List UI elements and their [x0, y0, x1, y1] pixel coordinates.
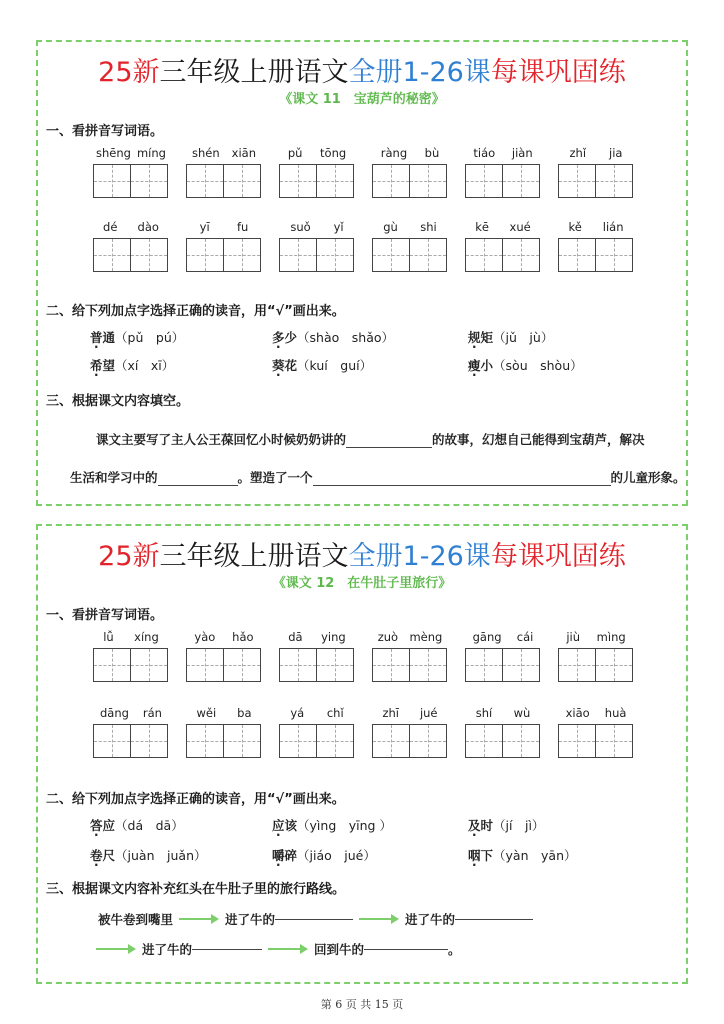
pinyin-label	[558, 220, 634, 238]
tianzige-box[interactable]	[409, 238, 447, 272]
pinyin-syllable: bù	[424, 146, 440, 160]
tianzige-box[interactable]	[223, 238, 261, 272]
pinyin-word	[558, 146, 634, 198]
pinyin-syllable: shi	[420, 220, 437, 234]
page-title: 25新三年级上册语文全册1-26课每课巩固练	[98, 57, 626, 88]
pinyin-syllable: zhī	[382, 706, 399, 720]
character: 尺	[102, 848, 116, 863]
pinyin-syllable: ying	[321, 630, 346, 644]
reading-choice-item	[468, 356, 583, 374]
pinyin-label	[279, 630, 355, 648]
right-arrow-icon	[268, 943, 308, 955]
dotted-character: 普	[90, 330, 103, 345]
pinyin-word	[93, 220, 169, 272]
pinyin-word	[93, 146, 169, 198]
pinyin-syllable: chǐ	[326, 706, 344, 720]
tianzige-box[interactable]	[223, 724, 261, 758]
reading-choice-item	[90, 328, 184, 346]
dotted-character: 应	[272, 818, 285, 833]
pinyin-label	[279, 220, 355, 238]
writing-boxes	[93, 164, 169, 198]
dotted-character: 规	[468, 330, 481, 345]
pinyin-syllable: pǔ	[287, 146, 303, 160]
tianzige-box[interactable]	[372, 238, 410, 272]
lesson-card-12	[36, 524, 688, 984]
tianzige-box[interactable]	[465, 238, 503, 272]
pinyin-word	[279, 630, 355, 682]
pinyin-word	[465, 220, 541, 272]
pinyin-syllable: gāng	[472, 630, 502, 644]
pinyin-label	[465, 146, 541, 164]
pinyin-syllable: yá	[290, 706, 305, 720]
pinyin-label	[93, 706, 169, 724]
tianzige-box[interactable]	[558, 164, 596, 198]
tianzige-box[interactable]	[186, 164, 224, 198]
pinyin-label	[186, 146, 262, 164]
pinyin-syllable: xiāo	[565, 706, 590, 720]
pinyin-label	[372, 630, 448, 648]
writing-boxes	[93, 648, 169, 682]
dotted-character: 咽	[468, 848, 481, 863]
tianzige-box[interactable]	[465, 724, 503, 758]
dotted-character: 及	[468, 818, 481, 833]
tianzige-box[interactable]	[502, 164, 540, 198]
tianzige-box[interactable]	[372, 724, 410, 758]
reading-choice-item	[272, 846, 376, 864]
page-footer: 第 6 页 共 15 页	[320, 998, 404, 1011]
tianzige-box[interactable]	[93, 238, 131, 272]
writing-boxes	[279, 724, 355, 758]
pinyin-syllable: jiù	[566, 630, 581, 644]
character: 下	[480, 848, 494, 863]
tianzige-box[interactable]	[130, 238, 168, 272]
tianzige-box[interactable]	[93, 648, 131, 682]
writing-boxes	[372, 164, 448, 198]
pinyin-label	[279, 706, 355, 724]
pronunciation-options[interactable]: （kuí guí）	[297, 358, 373, 373]
tianzige-box[interactable]	[372, 164, 410, 198]
pinyin-label	[93, 630, 169, 648]
tianzige-box[interactable]	[93, 724, 131, 758]
fill-line-1: 课文主要写了主人公王葆回忆小时候奶奶讲的 的故事，幻想自己能得到宝葫芦，解决	[96, 432, 645, 447]
pinyin-label	[465, 630, 541, 648]
tianzige-box[interactable]	[316, 648, 354, 682]
pinyin-label	[558, 630, 634, 648]
dotted-character: 嚼	[272, 848, 285, 863]
tianzige-box[interactable]	[130, 164, 168, 198]
tianzige-box[interactable]	[595, 164, 633, 198]
writing-boxes	[372, 238, 448, 272]
pinyin-label	[186, 220, 262, 238]
answer-blank[interactable]	[158, 485, 238, 486]
character: 该	[284, 818, 298, 833]
pinyin-syllable: ba	[237, 706, 252, 720]
character: 少	[284, 330, 298, 345]
tianzige-box[interactable]	[316, 724, 354, 758]
pinyin-word	[465, 630, 541, 682]
pinyin-syllable: dā	[288, 630, 303, 644]
reading-choice-item	[272, 328, 394, 346]
tianzige-box[interactable]	[595, 648, 633, 682]
pinyin-word	[186, 706, 262, 758]
pronunciation-options[interactable]: （sòu shòu）	[493, 358, 583, 373]
writing-boxes	[279, 648, 355, 682]
pinyin-syllable: dāng	[99, 706, 129, 720]
writing-boxes	[558, 164, 634, 198]
pinyin-word	[93, 630, 169, 682]
pinyin-word	[465, 706, 541, 758]
reading-choice-item	[272, 356, 372, 374]
right-arrow-icon	[96, 943, 136, 955]
section-heading-route: 三、根据课文内容补充红头在牛肚子里的旅行路线。	[46, 882, 346, 897]
writing-boxes	[558, 724, 634, 758]
pinyin-label	[558, 146, 634, 164]
pronunciation-options[interactable]: （pǔ pú）	[115, 330, 185, 345]
pinyin-syllable: kě	[568, 220, 582, 234]
reading-choice-item	[272, 816, 392, 834]
dotted-character: 希	[90, 358, 103, 373]
writing-boxes	[465, 724, 541, 758]
tianzige-box[interactable]	[465, 164, 503, 198]
tianzige-box[interactable]	[558, 648, 596, 682]
tianzige-box[interactable]	[223, 648, 261, 682]
pinyin-syllable: hǎo	[232, 630, 254, 644]
answer-blank[interactable]	[192, 949, 262, 950]
pinyin-syllable: xíng	[134, 630, 159, 644]
pronunciation-options[interactable]: （jí jì）	[493, 818, 545, 833]
writing-boxes	[465, 164, 541, 198]
tianzige-box[interactable]	[93, 164, 131, 198]
pronunciation-options[interactable]: （yìng yīng ）	[297, 818, 392, 833]
writing-boxes	[465, 238, 541, 272]
character: 小	[480, 358, 494, 373]
pinyin-word	[558, 220, 634, 272]
pinyin-syllable: jiàn	[511, 146, 533, 160]
tianzige-box[interactable]	[279, 648, 317, 682]
pinyin-word	[558, 630, 634, 682]
tianzige-box[interactable]	[409, 164, 447, 198]
tianzige-box[interactable]	[130, 648, 168, 682]
pinyin-syllable: kē	[475, 220, 490, 234]
pinyin-label	[558, 706, 634, 724]
dotted-character: 卷	[90, 848, 103, 863]
reading-choice-item	[468, 816, 544, 834]
pinyin-word	[186, 630, 262, 682]
writing-boxes	[186, 164, 262, 198]
tianzige-box[interactable]	[502, 648, 540, 682]
lesson-subtitle: 《课文 11 宝葫芦的秘密》	[279, 92, 445, 107]
writing-boxes	[186, 238, 262, 272]
section-heading-reading: 二、给下列加点字选择正确的读音，用“√”画出来。	[46, 792, 345, 807]
section-heading-pinyin: 一、看拼音写词语。	[46, 124, 164, 139]
tianzige-box[interactable]	[186, 648, 224, 682]
pinyin-label	[93, 220, 169, 238]
writing-boxes	[93, 724, 169, 758]
tianzige-box[interactable]	[186, 238, 224, 272]
pinyin-syllable: xiān	[231, 146, 256, 160]
pinyin-word	[279, 706, 355, 758]
route-line-1: 被牛卷到嘴里 进了牛的 进了牛的	[98, 910, 533, 928]
tianzige-box[interactable]	[558, 724, 596, 758]
writing-boxes	[279, 164, 355, 198]
tianzige-box[interactable]	[316, 164, 354, 198]
pinyin-syllable: zuò	[377, 630, 399, 644]
tianzige-box[interactable]	[279, 164, 317, 198]
answer-blank[interactable]	[275, 919, 353, 920]
pronunciation-options[interactable]: （dá dā）	[115, 818, 184, 833]
pinyin-syllable: ràng	[380, 146, 408, 160]
tianzige-box[interactable]	[372, 648, 410, 682]
pinyin-word	[279, 220, 355, 272]
writing-boxes	[279, 238, 355, 272]
writing-boxes	[372, 648, 448, 682]
pinyin-syllable: rán	[142, 706, 162, 720]
pinyin-word	[558, 706, 634, 758]
pinyin-word	[186, 220, 262, 272]
reading-choice-item	[90, 356, 174, 374]
tianzige-box[interactable]	[502, 238, 540, 272]
pinyin-word	[372, 220, 448, 272]
pinyin-syllable: xué	[509, 220, 531, 234]
pronunciation-options[interactable]: （yàn yān）	[493, 848, 577, 863]
pinyin-syllable: fu	[236, 220, 249, 234]
pinyin-label	[186, 630, 262, 648]
dotted-character: 答	[90, 818, 103, 833]
reading-choice-item	[468, 328, 553, 346]
dotted-character: 葵	[272, 358, 285, 373]
route-line-2: 进了牛的 回到牛的 。	[90, 940, 461, 958]
pinyin-word	[279, 146, 355, 198]
pronunciation-options[interactable]: （shào shǎo）	[297, 330, 395, 345]
tianzige-box[interactable]	[409, 648, 447, 682]
writing-boxes	[186, 724, 262, 758]
pinyin-word	[93, 706, 169, 758]
reading-choice-item	[90, 816, 184, 834]
section-heading-fill: 三、根据课文内容填空。	[46, 394, 190, 409]
pinyin-word	[186, 146, 262, 198]
reading-choice-item	[90, 846, 207, 864]
tianzige-box[interactable]	[595, 238, 633, 272]
pinyin-syllable: dào	[137, 220, 159, 234]
pinyin-syllable: tōng	[320, 146, 347, 160]
tianzige-box[interactable]	[279, 724, 317, 758]
dotted-character: 多	[272, 330, 285, 345]
pinyin-syllable: tiáo	[473, 146, 496, 160]
pronunciation-options[interactable]: （juàn juǎn）	[115, 848, 207, 863]
writing-boxes	[558, 648, 634, 682]
character: 望	[102, 358, 116, 373]
pronunciation-options[interactable]: （jiáo jué）	[297, 848, 376, 863]
tianzige-box[interactable]	[223, 164, 261, 198]
pinyin-syllable: mèng	[409, 630, 443, 644]
pinyin-syllable: yī	[199, 220, 210, 234]
pinyin-syllable: cái	[516, 630, 534, 644]
pinyin-syllable: wù	[513, 706, 531, 720]
pinyin-syllable: suǒ	[290, 220, 311, 234]
writing-boxes	[465, 648, 541, 682]
right-arrow-icon	[179, 913, 219, 925]
tianzige-box[interactable]	[502, 724, 540, 758]
writing-boxes	[372, 724, 448, 758]
pinyin-label	[465, 220, 541, 238]
pinyin-syllable: lián	[602, 220, 624, 234]
pinyin-label	[93, 146, 169, 164]
answer-blank[interactable]	[455, 919, 533, 920]
pinyin-syllable: zhǐ	[569, 146, 587, 160]
pinyin-syllable: jué	[419, 706, 438, 720]
pinyin-label	[186, 706, 262, 724]
pinyin-word	[372, 630, 448, 682]
tianzige-box[interactable]	[409, 724, 447, 758]
pronunciation-options[interactable]: （xí xī）	[115, 358, 175, 373]
right-arrow-icon	[359, 913, 399, 925]
tianzige-box[interactable]	[595, 724, 633, 758]
pinyin-syllable: huà	[604, 706, 627, 720]
pinyin-syllable: mìng	[596, 630, 626, 644]
tianzige-box[interactable]	[316, 238, 354, 272]
character: 通	[102, 330, 116, 345]
pinyin-label	[279, 146, 355, 164]
page-title: 25新三年级上册语文全册1-26课每课巩固练	[98, 541, 626, 572]
pinyin-syllable: gù	[383, 220, 398, 234]
tianzige-box[interactable]	[558, 238, 596, 272]
pinyin-syllable: shén	[192, 146, 220, 160]
section-heading-reading: 二、给下列加点字选择正确的读音，用“√”画出来。	[46, 304, 345, 319]
pinyin-syllable: dé	[103, 220, 118, 234]
reading-choice-item	[468, 846, 577, 864]
pronunciation-options[interactable]: （jǔ jù）	[493, 330, 554, 345]
pinyin-syllable: wěi	[196, 706, 217, 720]
pinyin-syllable: yǐ	[333, 220, 344, 234]
character: 时	[480, 818, 494, 833]
pinyin-syllable: shí	[475, 706, 493, 720]
tianzige-box[interactable]	[186, 724, 224, 758]
tianzige-box[interactable]	[130, 724, 168, 758]
pinyin-syllable: lǚ	[103, 630, 114, 644]
section-heading-pinyin: 一、看拼音写词语。	[46, 608, 164, 623]
writing-boxes	[558, 238, 634, 272]
tianzige-box[interactable]	[279, 238, 317, 272]
pinyin-word	[372, 146, 448, 198]
pinyin-label	[372, 146, 448, 164]
writing-boxes	[186, 648, 262, 682]
pinyin-word	[465, 146, 541, 198]
pinyin-syllable: míng	[136, 146, 166, 160]
pinyin-syllable: jia	[609, 146, 623, 160]
pinyin-syllable: yào	[194, 630, 216, 644]
writing-boxes	[93, 238, 169, 272]
pinyin-label	[372, 706, 448, 724]
pinyin-label	[372, 220, 448, 238]
pinyin-label	[465, 706, 541, 724]
character: 应	[102, 818, 116, 833]
answer-blank[interactable]	[364, 949, 448, 950]
pinyin-word	[372, 706, 448, 758]
dotted-character: 瘦	[468, 358, 481, 373]
fill-line-2: 生活和学习中的 。塑造了一个 的儿童形象。	[70, 470, 686, 485]
tianzige-box[interactable]	[465, 648, 503, 682]
answer-blank[interactable]	[346, 447, 432, 448]
pinyin-syllable: shēng	[96, 146, 131, 160]
character: 矩	[480, 330, 494, 345]
lesson-subtitle: 《课文 12 在牛肚子里旅行》	[272, 576, 452, 591]
answer-blank[interactable]	[313, 485, 611, 486]
character: 花	[284, 358, 298, 373]
lesson-card-11	[36, 40, 688, 506]
character: 碎	[284, 848, 298, 863]
